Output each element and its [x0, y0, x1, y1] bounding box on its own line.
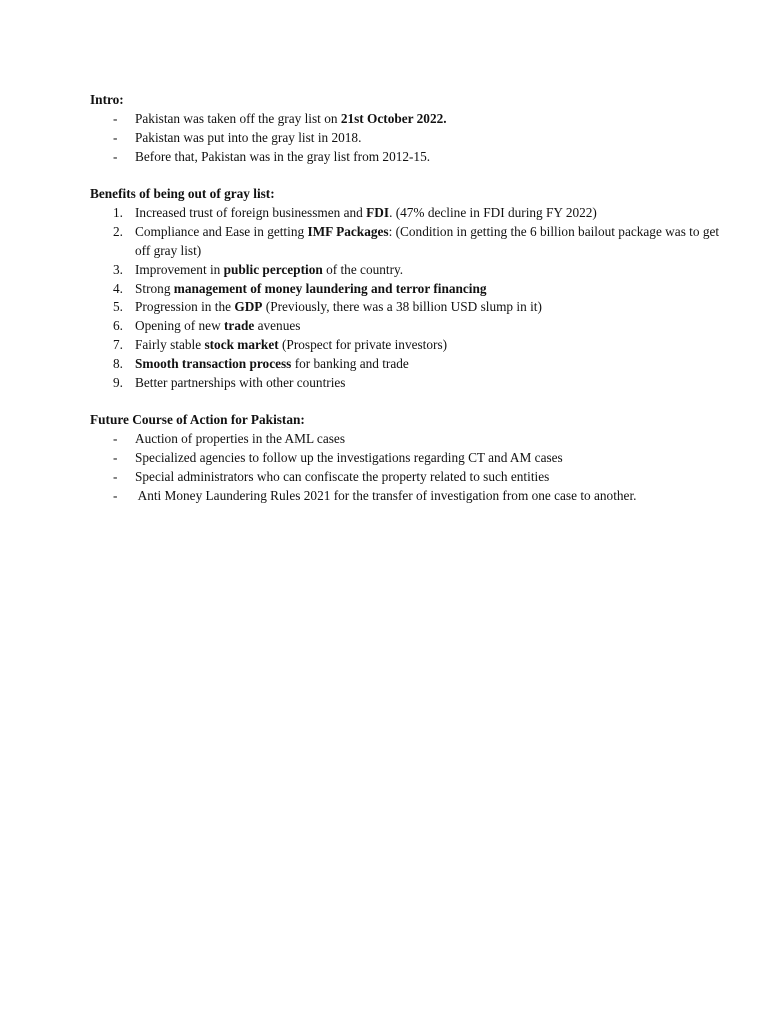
intro-heading: Intro: — [90, 92, 124, 107]
future-list — [90, 430, 730, 506]
item-number: 2. — [113, 223, 123, 239]
list-item: 3. Improvement in public perception of the country. — [90, 261, 730, 280]
list-item: - Specialized agencies to follow up the investigations regarding CT and AM cases — [90, 449, 730, 468]
list-item: - Pakistan was taken off the gray list on 21st October 2022. — [90, 110, 730, 129]
list-item: 7. Fairly stable stock market (Prospect for private investors) — [90, 336, 730, 355]
item-number: 9. — [113, 375, 123, 391]
list-item: - Before that, Pakistan was in the gray list from 2012-15. — [90, 148, 730, 167]
item-number: 7. — [113, 337, 123, 353]
item-number: 5. — [113, 299, 123, 315]
intro-list — [90, 110, 730, 167]
future-section — [90, 411, 730, 506]
item-number: 6. — [113, 318, 123, 334]
dash-bullet: - — [113, 110, 118, 126]
dash-bullet: - — [113, 148, 118, 164]
intro-section — [90, 91, 730, 167]
list-item: 5. Progression in the GDP (Previously, there was a 38 billion USD slump in it) — [90, 298, 730, 317]
item-number: 4. — [113, 280, 123, 296]
benefits-list — [90, 204, 730, 393]
list-item: 8. Smooth transaction process for banking and trade — [90, 355, 730, 374]
list-item: 9. Better partnerships with other countries — [90, 374, 730, 393]
list-item: 6. Opening of new trade avenues — [90, 317, 730, 336]
dash-bullet: - — [113, 449, 118, 465]
benefits-section — [90, 185, 730, 393]
item-number: 3. — [113, 261, 123, 277]
list-item: 2. Compliance and Ease in getting IMF Packages: (Condition in getting the 6 billion bailout package was to get off gray list) — [90, 223, 730, 261]
list-item: - Auction of properties in the AML cases — [90, 430, 730, 449]
dash-bullet: - — [113, 468, 118, 484]
future-heading: Future Course of Action for Pakistan: — [90, 412, 305, 427]
item-number: 8. — [113, 356, 123, 372]
benefits-heading: Benefits of being out of gray list: — [90, 186, 275, 201]
dash-bullet: - — [113, 430, 118, 446]
list-item: 1. Increased trust of foreign businessmen and FDI. (47% decline in FDI during FY 2022) — [90, 204, 730, 223]
list-item: - Pakistan was put into the gray list in 2018. — [90, 129, 730, 148]
list-item: - Anti Money Laundering Rules 2021 for the transfer of investigation from one case to another. — [90, 487, 730, 506]
item-number: 1. — [113, 204, 123, 220]
list-item: - Special administrators who can confiscate the property related to such entities — [90, 468, 730, 487]
dash-bullet: - — [113, 487, 118, 503]
list-item: 4. Strong management of money laundering and terror financing — [90, 280, 730, 299]
dash-bullet: - — [113, 129, 118, 145]
